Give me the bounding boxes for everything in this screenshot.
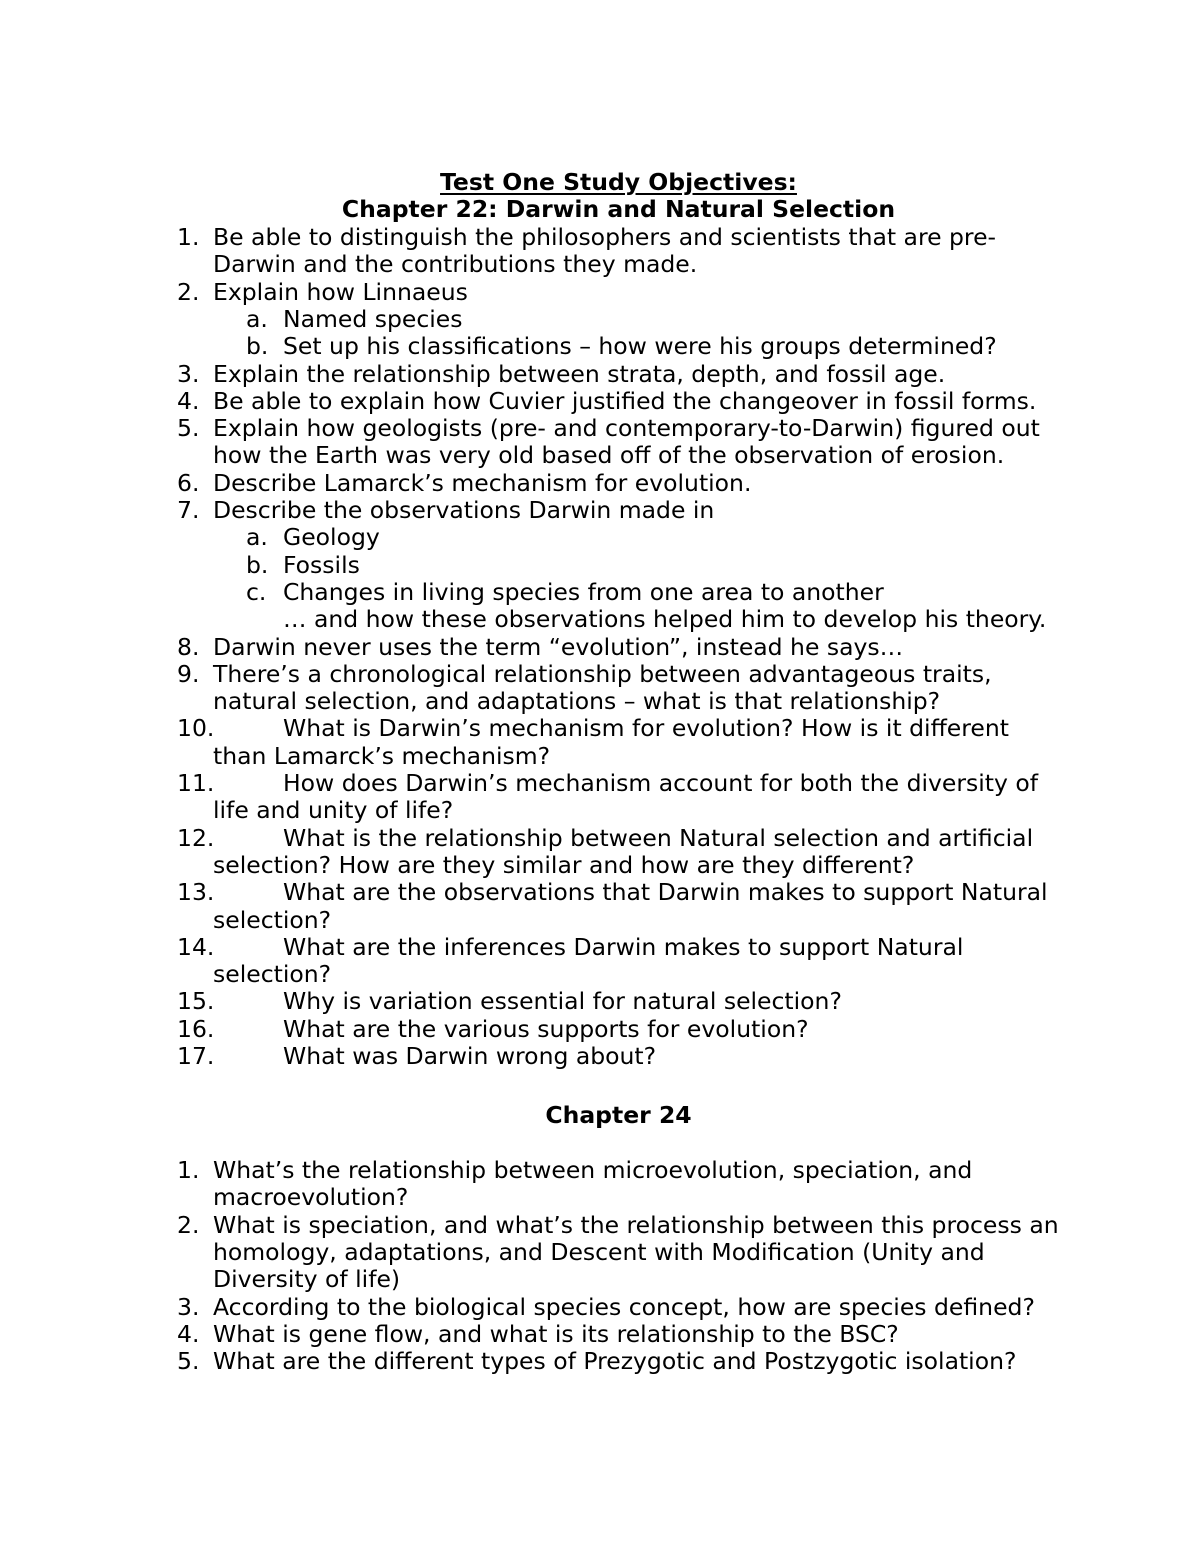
list-item	[0, 523, 1200, 551]
list-item-text: Be able to distinguish the philosophers and scientists that are pre-	[213, 223, 997, 251]
list-item-text: selection?	[213, 905, 332, 934]
list-item-number: 7.	[177, 496, 200, 524]
list-item-text: There’s a chronological relationship between advantageous traits,	[213, 659, 992, 688]
list-item-text: Explain how geologists (pre- and contemporary-to-Darwin) figured out	[213, 414, 1040, 443]
list-item-number: 16.	[177, 1014, 215, 1043]
list-item	[0, 960, 1200, 988]
list-item-number: 10.	[177, 714, 215, 743]
list-item-text: Explain the relationship between strata, depth, and fossil age.	[213, 359, 946, 388]
list-item	[0, 250, 1200, 278]
list-item-text: Be able to explain how Cuvier justified the changeover in fossil forms.	[213, 386, 1037, 415]
list-item-text: What are the inferences Darwin makes to support Natural	[283, 932, 964, 961]
list-item	[0, 551, 1200, 579]
list-item	[0, 1211, 1200, 1239]
list-item-text: What is Darwin’s mechanism for evolution? How is it different	[283, 714, 1009, 743]
list-item	[0, 769, 1200, 797]
list-item-number: a.	[246, 304, 268, 333]
list-item-number: 11.	[177, 769, 215, 797]
list-item-number: 17.	[177, 1042, 215, 1070]
list-item-text: What are the observations that Darwin makes to support Natural	[283, 878, 1048, 907]
list-item-number: 3.	[177, 359, 200, 388]
list-item-text: Changes in living species from one area to another	[283, 577, 884, 606]
list-item	[0, 906, 1200, 934]
list-item	[0, 387, 1200, 415]
list-item	[0, 278, 1200, 306]
document-title: Test One Study Objectives:	[440, 168, 797, 196]
list-item-number: 9.	[177, 659, 200, 688]
list-item	[0, 1156, 1200, 1184]
list-item-text: Describe the observations Darwin made in	[213, 496, 715, 524]
list-item	[0, 1320, 1200, 1348]
list-item	[0, 1293, 1200, 1321]
list-item	[0, 469, 1200, 497]
list-item-number: 12.	[177, 823, 215, 852]
list-item	[0, 496, 1200, 524]
list-item-text: How does Darwin’s mechanism account for both the diversity of	[283, 769, 1039, 797]
list-item	[0, 441, 1200, 469]
list-item	[0, 987, 1200, 1015]
list-item-number: 1.	[177, 1156, 200, 1184]
list-item-number: b.	[246, 332, 269, 361]
list-item-text: What are the different types of Prezygotic and Postzygotic isolation?	[213, 1347, 1017, 1376]
list-item	[0, 360, 1200, 388]
list-item-text: … and how these observations helped him to develop his theory.	[283, 605, 1047, 634]
list-item	[0, 305, 1200, 333]
list-item-text: What is speciation, and what’s the relationship between this process an	[213, 1210, 1059, 1239]
list-item-number: 2.	[177, 1210, 200, 1239]
list-item-text: Set up his classifications – how were his groups determined?	[283, 332, 997, 361]
list-item-text: life and unity of life?	[213, 796, 454, 825]
list-item	[0, 687, 1200, 715]
list-item-number: 6.	[177, 468, 200, 497]
list-item-text: Darwin and the contributions they made.	[213, 250, 698, 279]
list-item-number: a.	[246, 523, 268, 552]
list-item-text: how the Earth was very old based off of the observation of erosion.	[213, 441, 1005, 470]
list-item-text: Fossils	[283, 550, 360, 579]
list-item-number: 1.	[177, 223, 200, 251]
list-item	[0, 1347, 1200, 1375]
list-item-text: What are the various supports for evolution?	[283, 1014, 809, 1043]
list-item-text: Why is variation essential for natural selection?	[283, 987, 842, 1016]
list-item	[0, 933, 1200, 961]
list-item-number: 5.	[177, 1347, 200, 1376]
list-item	[0, 796, 1200, 824]
list-item-number: 15.	[177, 987, 215, 1016]
list-item	[0, 851, 1200, 879]
list-item-number: c.	[246, 577, 267, 606]
list-item	[0, 578, 1200, 606]
list-item-text: What is the relationship between Natural selection and artificial	[283, 823, 1034, 852]
list-item-text: Explain how Linnaeus	[213, 277, 468, 306]
list-item-text: Darwin never uses the term “evolution”, instead he says…	[213, 632, 904, 661]
chapter-24-heading: Chapter 24	[545, 1101, 692, 1129]
list-item	[0, 1183, 1200, 1211]
list-item-number: 4.	[177, 1319, 200, 1348]
list-item	[0, 878, 1200, 906]
chapter-22-heading: Chapter 22: Darwin and Natural Selection	[341, 195, 896, 223]
list-item-number: 14.	[177, 932, 215, 961]
list-item-text: According to the biological species concept, how are species defined?	[213, 1292, 1035, 1321]
list-item	[0, 1015, 1200, 1043]
list-item-text: macroevolution?	[213, 1183, 409, 1212]
list-item-text: What is gene flow, and what is its relationship to the BSC?	[213, 1319, 899, 1348]
list-item-text: Describe Lamarck’s mechanism for evolution.	[213, 468, 752, 497]
list-item	[0, 1265, 1200, 1293]
list-item	[0, 223, 1200, 251]
list-item	[0, 633, 1200, 661]
list-item-text: Diversity of life)	[213, 1265, 401, 1294]
list-item-number: 2.	[177, 277, 200, 306]
list-item-number: 4.	[177, 386, 200, 415]
list-item	[0, 824, 1200, 852]
list-item-text: Geology	[283, 523, 380, 552]
list-item	[0, 660, 1200, 688]
list-item	[0, 714, 1200, 742]
list-item-text: homology, adaptations, and Descent with Modification (Unity and	[213, 1237, 985, 1266]
list-item-text: selection? How are they similar and how are they different?	[213, 850, 915, 879]
list-item-number: 8.	[177, 632, 200, 661]
list-item-number: 3.	[177, 1292, 200, 1321]
list-item	[0, 605, 1200, 633]
list-item	[0, 1042, 1200, 1070]
list-item-text: What was Darwin wrong about?	[283, 1042, 657, 1070]
list-item-number: b.	[246, 550, 269, 579]
list-item	[0, 414, 1200, 442]
list-item-text: Named species	[283, 304, 463, 333]
list-item-number: 13.	[177, 878, 215, 907]
list-item	[0, 742, 1200, 770]
list-item	[0, 1238, 1200, 1266]
list-item-text: What’s the relationship between microevolution, speciation, and	[213, 1156, 973, 1184]
list-item	[0, 332, 1200, 360]
list-item-text: selection?	[213, 960, 332, 989]
list-item-number: 5.	[177, 414, 200, 443]
list-item-text: natural selection, and adaptations – what is that relationship?	[213, 687, 941, 716]
list-item-text: than Lamarck’s mechanism?	[213, 741, 551, 770]
